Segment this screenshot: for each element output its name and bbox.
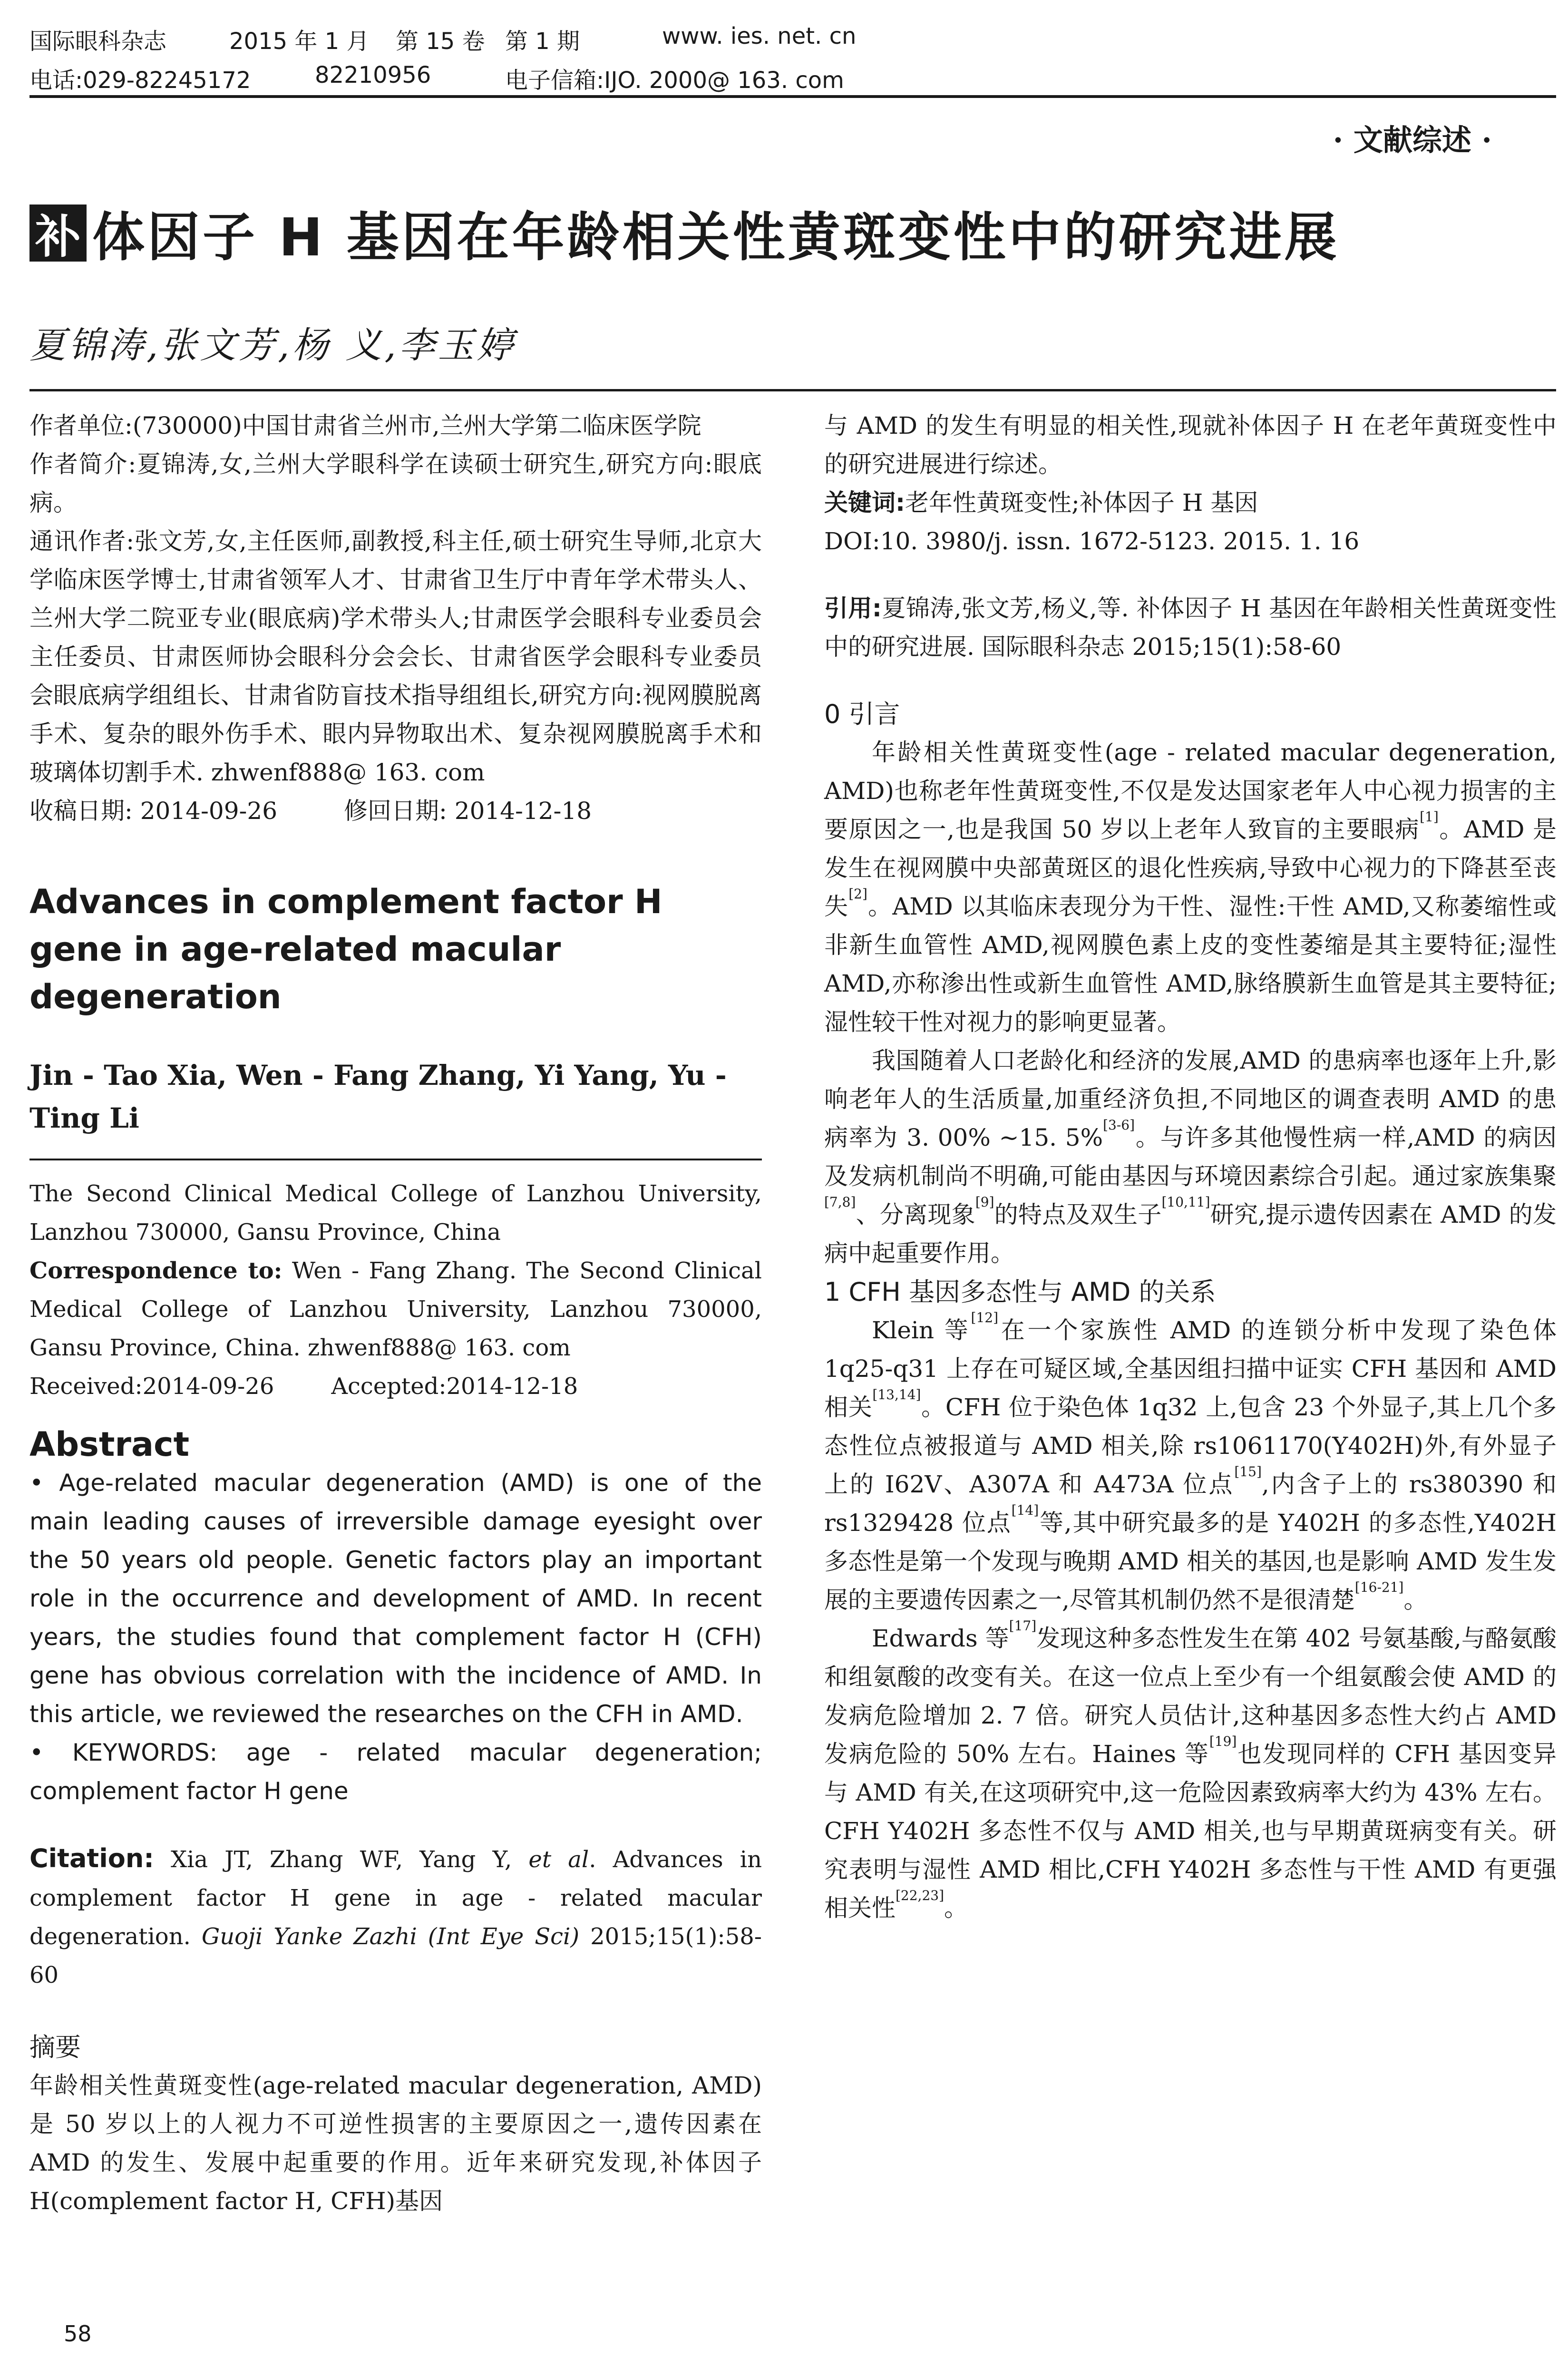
ref-17: [17] xyxy=(1009,1618,1037,1634)
journal-name: 国际眼科杂志 xyxy=(29,28,167,55)
correspondence-text: Wen - Fang Zhang. The Second Clinical Medical College of Lanzhou University, Lanzhou 730000, Gansu Province, China. zhwenf888@ 163. com xyxy=(29,1257,762,1361)
p2-text-e: 研究,提示遗传因素在 AMD 的发病中起重要作用。 xyxy=(824,1201,1557,1267)
abstract-body: • Age-related macular degeneration (AMD) is one of the main leading causes of irreversible damage eyesight over the 50 years old people. Genetic factors play an important role in the occurrence and development of AMD. In recent years, the studies found that complement factor H (CFH) gene has obvious correlation with the incidence of AMD. In this article, we reviewed the researches on the CFH in AMD. xyxy=(29,1469,762,1728)
section-0-heading: 0 引言 xyxy=(824,699,900,729)
ref-19: [19] xyxy=(1209,1734,1237,1749)
p3-text-a: Klein 等 xyxy=(872,1316,971,1344)
p2-text-d: 的特点及双生子 xyxy=(994,1201,1162,1228)
doi: DOI:10. 3980/j. issn. 1672-5123. 2015. 1. 16 xyxy=(824,527,1360,555)
received-date-en: Received:2014-09-26 xyxy=(29,1373,274,1400)
section-tag: · 文献综述 · xyxy=(1333,123,1492,157)
page-number: 58 xyxy=(64,2321,92,2347)
dates-cn xyxy=(29,792,762,830)
p2-text-b: 。与许多其他慢性病一样,AMD 的病因及发病机制尚不明确,可能由基因与环境因素综合引起。通过家族集聚 xyxy=(824,1124,1557,1190)
ref-16-21: [16-21] xyxy=(1354,1579,1404,1595)
revised-date-cn: 修回日期: 2014-12-18 xyxy=(344,797,592,825)
p1-text-a: 年龄相关性黄斑变性(age - related macular degeneration, AMD)也称老年性黄斑变性,不仅是发达国家老年人中心视力损害的主要原因之一,也是我国 50 岁以上老年人致盲的主要眼病 xyxy=(824,739,1557,843)
volume: 第 15 卷 xyxy=(396,28,485,55)
dates-en xyxy=(29,1367,762,1406)
ref-12: [12] xyxy=(971,1310,998,1325)
ref-15: [15] xyxy=(1234,1464,1262,1480)
left-column xyxy=(29,407,762,2221)
author-intro: 作者简介:夏锦涛,女,兰州大学眼科学在读硕士研究生,研究方向:眼底病。 xyxy=(29,450,762,516)
ref-13-14: [13,14] xyxy=(872,1387,921,1403)
ref-2: [2] xyxy=(848,886,867,902)
article-title xyxy=(29,202,1340,268)
journal-phone2: 82210956 xyxy=(315,62,431,88)
citation-tail: 2015;15(1):58-60 xyxy=(29,1923,762,1988)
p3-text-e: 等,其中研究最多的是 Y402H 的多态性,Y402H 多态性是第一个发现与晚期 AMD 相关的基因,也是影响 AMD 发生发展的主要遗传因素之一,尽管其机制仍然不是很清楚 xyxy=(824,1509,1557,1614)
keywords-cn-label: 关键词: xyxy=(824,489,905,516)
citation-cn-label: 引用: xyxy=(824,594,882,622)
p2-text-c: 、分离现象 xyxy=(856,1201,975,1228)
p3-text-b: 在一个家族性 AMD 的连锁分析中发现了染色体 1q25-q31 上存在可疑区域,全基因组扫描中证实 CFH 基因和 AMD 相关 xyxy=(824,1316,1557,1421)
right-column xyxy=(824,407,1557,1928)
p1-text-c: 。AMD 以其临床表现分为干性、湿性:干性 AMD,又称萎缩性或非新生血管性 AMD,视网膜色素上皮的变性萎缩是其主要特征;湿性 AMD,亦称渗出性或新生血管性 AMD,脉络膜新生血管是其主要特征;湿性较干性对视力的影响更显著。 xyxy=(824,893,1557,1036)
journal-phone: 电话:029-82245172 xyxy=(29,67,251,94)
section-1-heading: 1 CFH 基因多态性与 AMD 的关系 xyxy=(824,1277,1216,1307)
keywords-cn-text: 老年性黄斑变性;补体因子 H 基因 xyxy=(905,489,1258,516)
cn-abstract-heading: 摘要 xyxy=(29,2032,81,2062)
ref-7-8: [7,8] xyxy=(824,1194,856,1210)
issue-date: 2015 年 1 月 xyxy=(229,28,370,55)
english-affiliation: The Second Clinical Medical College of Lanzhou University, Lanzhou 730000, Gansu Province, China xyxy=(29,1180,762,1246)
p4-text-a: Edwards 等 xyxy=(872,1625,1009,1652)
keywords-en: • KEYWORDS: age - related macular degeneration; complement factor H gene xyxy=(29,1739,762,1805)
title-text: 体因子 H 基因在年龄相关性黄斑变性中的研究进展 xyxy=(92,207,1340,268)
p3-text-c: 。CFH 位于染色体 1q32 上,包含 23 个外显子,其上几个多态性位点被报道与 AMD 相关,除 rs1061170(Y402H)外,有外显子上的 I62V、A307A 和 A473A 位点 xyxy=(824,1393,1557,1498)
ref-14: [14] xyxy=(1011,1502,1039,1518)
citation-journal: Guoji Yanke Zazhi (Int Eye Sci) xyxy=(201,1923,580,1950)
ref-22-23: [22,23] xyxy=(896,1888,945,1903)
correspondence xyxy=(29,1252,762,1367)
p4-text-d: 。 xyxy=(944,1894,968,1922)
abstract-heading: Abstract xyxy=(29,1425,190,1464)
authors-rule xyxy=(29,389,1556,391)
keywords-cn xyxy=(824,484,1557,522)
authors-cn: 夏锦涛,张文芳,杨 义,李玉婷 xyxy=(29,324,516,366)
english-authors: Jin - Tao Xia, Wen - Fang Zhang, Yi Yang, Yu - Ting Li xyxy=(29,1059,727,1134)
p3-text-f: 。 xyxy=(1403,1586,1428,1614)
paragraph-2 xyxy=(824,1042,1557,1273)
journal-email: 电子信箱:IJO. 2000@ 163. com xyxy=(505,67,844,94)
cn-abstract-body: 年龄相关性黄斑变性(age-related macular degeneration, AMD)是 50 岁以上的人视力不可逆性损害的主要原因之一,遗传因素在 AMD 的发生、发展中起重要的作用。近年来研究发现,补体因子 H(complement factor H, CFH)基因 xyxy=(29,2072,762,2215)
english-title: Advances in complement factor H gene in age-related macular degeneration xyxy=(29,882,662,1016)
accepted-date-en: Accepted:2014-12-18 xyxy=(331,1373,578,1400)
citation-en xyxy=(29,1839,762,1995)
citation-etal: et al xyxy=(528,1846,589,1873)
affiliation-cn: 作者单位:(730000)中国甘肃省兰州市,兰州大学第二临床医学院 xyxy=(29,412,701,439)
ref-3-6: [3-6] xyxy=(1103,1117,1135,1133)
citation-text: Xia JT, Zhang WF, Yang Y, xyxy=(154,1846,529,1873)
ref-10-11: [10,11] xyxy=(1161,1194,1210,1210)
citation-text2: . Advances in complement factor H gene in age - related macular degeneration. xyxy=(29,1846,762,1950)
journal-website: www. ies. net. cn xyxy=(662,23,857,49)
header-rule xyxy=(29,95,1556,98)
paragraph-4 xyxy=(824,1619,1557,1928)
citation-cn xyxy=(824,589,1557,666)
issue: 第 1 期 xyxy=(505,28,580,55)
p3-text-d: ,内含子上的 rs380390 和 rs1329428 位点 xyxy=(824,1471,1557,1537)
p1-text-b: 。AMD 是发生在视网膜中央部黄斑区的退化性疾病,导致中心视力的下降甚至丧失 xyxy=(824,816,1557,920)
ref-9: [9] xyxy=(975,1194,994,1210)
paragraph-1 xyxy=(824,733,1557,1042)
p2-text-a: 我国随着人口老龄化和经济的发展,AMD 的患病率也逐年上升,影响老年人的生活质量,加重经济负担,不同地区的调查表明 AMD 的患病率为 3. 00% ~15. 5% xyxy=(824,1047,1557,1151)
p4-text-c: 也发现同样的 CFH 基因变异与 AMD 有关,在这项研究中,这一危险因素致病率大约为 43% 左右。CFH Y402H 多态性不仅与 AMD 相关,也与早期黄斑病变有关。研究表明与湿性 AMD 相比,CFH Y402H 多态性与干性 AMD 有更强相关性 xyxy=(824,1740,1557,1922)
received-date-cn: 收稿日期: 2014-09-26 xyxy=(29,797,278,825)
title-initial-char: 补 xyxy=(29,205,87,262)
citation-cn-text: 夏锦涛,张文芳,杨义,等. 补体因子 H 基因在年龄相关性黄斑变性中的研究进展. 国际眼科杂志 2015;15(1):58-60 xyxy=(824,594,1557,661)
ref-1: [1] xyxy=(1420,809,1439,825)
citation-label: Citation: xyxy=(29,1843,154,1873)
corresponding-author: 通讯作者:张文芳,女,主任医师,副教授,科主任,硕士研究生导师,北京大学临床医学博士,甘肃省领军人才、甘肃省卫生厅中青年学术带头人、兰州大学二院亚专业(眼底病)学术带头人;甘肃医学会眼科专业委员会主任委员、甘肃医师协会眼科分会会长、甘肃省医学会眼科专业委员会眼底病学组组长、甘肃省防盲技术指导组组长,研究方向:视网膜脱离手术、复杂的眼外伤手术、眼内异物取出术、复杂视网膜脱离手术和玻璃体切割手术. zhwenf888@ 163. com xyxy=(29,527,762,786)
cn-abstract-continued: 与 AMD 的发生有明显的相关性,现就补体因子 H 在老年黄斑变性中的研究进展进行综述。 xyxy=(824,412,1557,478)
paragraph-3 xyxy=(824,1311,1557,1619)
correspondence-label: Correspondence to: xyxy=(29,1257,282,1284)
p4-text-b: 发现这种多态性发生在第 402 号氨基酸,与酪氨酸和组氨酸的改变有关。在这一位点上至少有一个组氨酸会使 AMD 的发病危险增加 2. 7 倍。研究人员估计,这种基因多态性大约占 AMD 发病危险的 50% 左右。Haines 等 xyxy=(824,1625,1557,1768)
